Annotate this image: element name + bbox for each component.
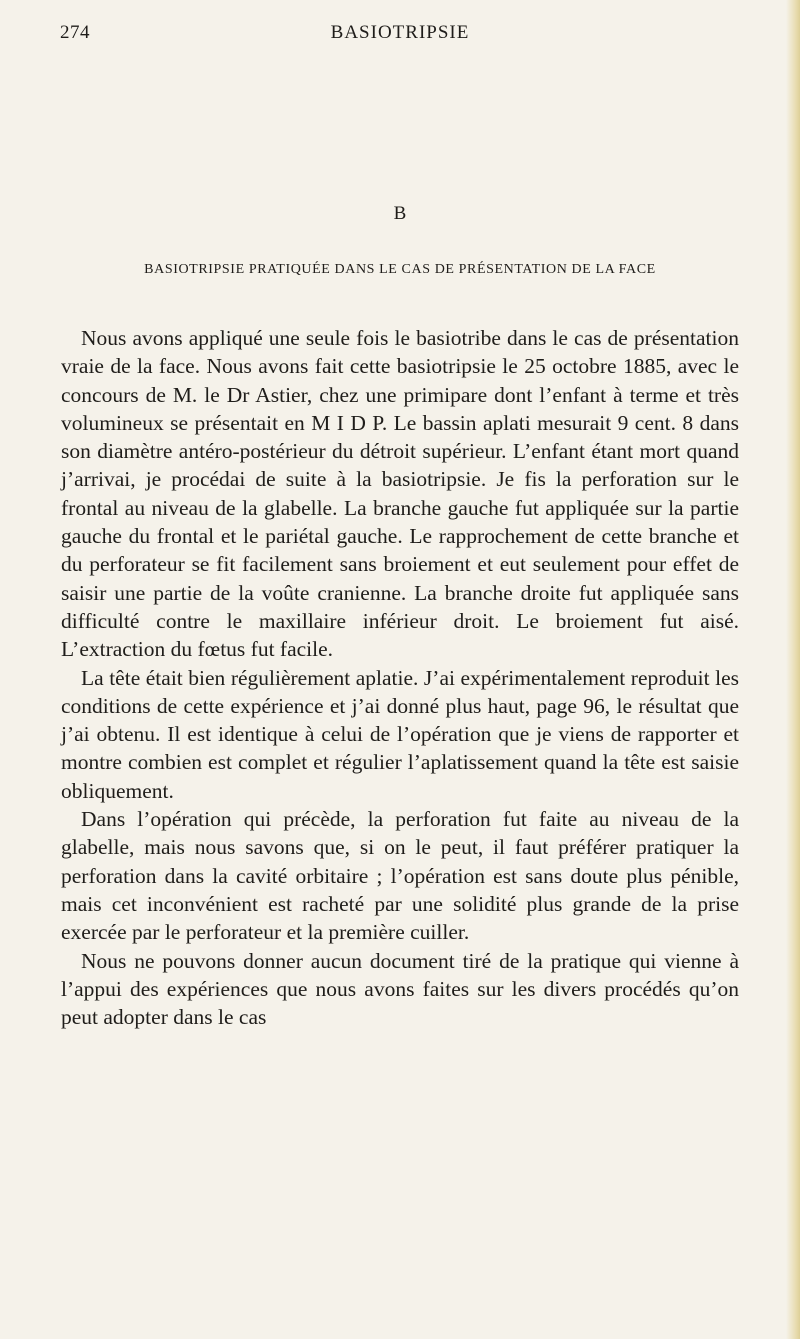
paragraph-1: Nous avons appliqué une seule fois le basiotribe dans le cas de présentation vraie de la face. Nous avons fait cette basiotripsie le 25 octobre 1885, avec le concours de M. le Dr Astier, chez une primipare dont l’enfant à terme et très volumineux se présentait en M I D P. Le bassin aplati mesurait 9 cent. 8 dans son diamètre antéro-postérieur du détroit supérieur. L’enfant étant mort quand j’arrivai, je procédai de suite à la basiotripsie. Je fis la perforation sur le frontal au niveau de la glabelle. La branche gauche fut appliquée sur la partie gauche du frontal et le pariétal gauche. Le rapprochement de cette branche et du perforateur se fit facilement sans broiement et eut seulement pour effet de saisir une partie de la voûte cranienne. La branche droite fut appliquée sans difficulté contre le maxillaire inférieur droit. Le broiement fut aisé. L’extraction du fœtus fut facile. bbox=[61, 326, 739, 662]
paragraph-4: Nous ne pouvons donner aucun document tiré de la pratique qui vienne à l’appui des expériences que nous avons faites sur les divers procédés qu’on peut adopter dans le cas bbox=[61, 948, 739, 1030]
section-title: BASIOTRIPSIE PRATIQUÉE DANS LE CAS DE PRÉSENTATION DE LA FACE bbox=[144, 262, 656, 277]
paragraph-3: Dans l’opération qui précède, la perforation fut faite au niveau de la glabelle, mais nous savons que, si on le peut, il faut préférer pratiquer la perforation dans la cavité orbitaire ; l’opération est sans doute plus pénible, mais cet inconvénient est racheté par une solidité plus grande de la prise exercée par le perforateur et la première cuiller. bbox=[61, 807, 739, 945]
body-text bbox=[61, 324, 739, 1031]
running-title: BASIOTRIPSIE bbox=[330, 22, 470, 43]
running-head bbox=[60, 22, 740, 52]
page-edge bbox=[786, 0, 800, 1339]
page-number: 274 bbox=[60, 22, 90, 43]
section-letter: B bbox=[393, 203, 407, 224]
paragraph-2: La tête était bien régulièrement aplatie. J’ai expérimentalement reproduit les conditions de cette expérience et j’ai donné plus haut, page 96, le résultat que j’ai obtenu. Il est identique à celui de l’opération que je viens de rapporter et montre combien est complet et régulier l’aplatissement quand la tête est saisie obliquement. bbox=[61, 665, 739, 803]
